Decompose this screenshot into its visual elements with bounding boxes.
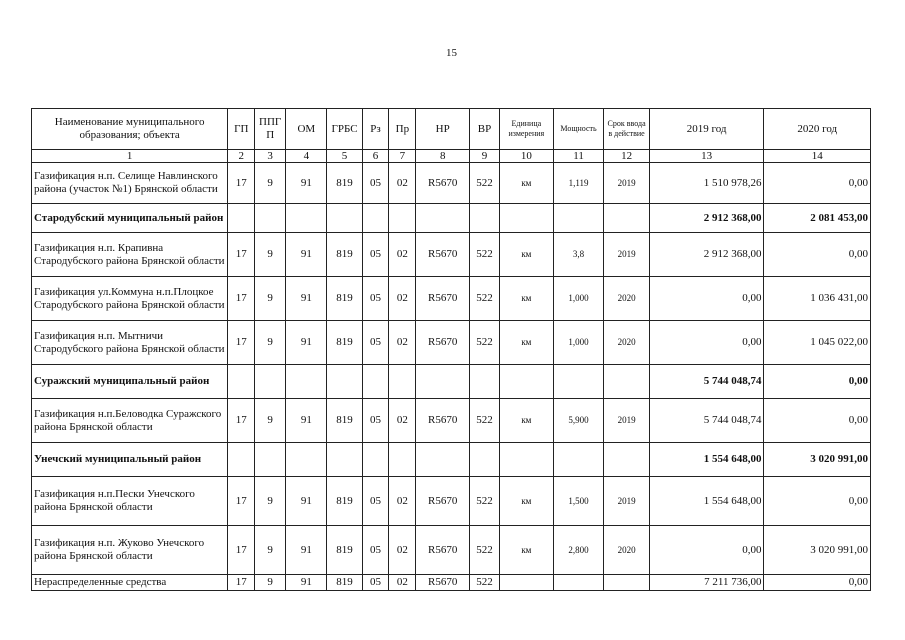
col-num: 3 (255, 150, 286, 163)
table-row (32, 399, 871, 443)
cell-y2020: 0,00 (764, 365, 871, 399)
cell-gp (228, 443, 255, 477)
cell-term: 2019 (604, 399, 649, 443)
cell-gp: 17 (228, 277, 255, 321)
cell-grbs: 819 (327, 233, 362, 277)
group-row (32, 365, 871, 399)
cell-power (553, 204, 604, 233)
cell-om: 91 (286, 526, 327, 575)
cell-y2020: 0,00 (764, 575, 871, 591)
header-rz: Рз (362, 109, 389, 150)
cell-nr: R5670 (416, 163, 470, 204)
cell-unit: км (500, 163, 554, 204)
cell-pr: 02 (389, 321, 416, 365)
col-num: 11 (553, 150, 604, 163)
col-num: 5 (327, 150, 362, 163)
cell-ppgp (255, 443, 286, 477)
col-num: 2 (228, 150, 255, 163)
cell-nr: R5670 (416, 575, 470, 591)
cell-power (553, 575, 604, 591)
cell-gp: 17 (228, 399, 255, 443)
col-num: 6 (362, 150, 389, 163)
cell-power (553, 443, 604, 477)
cell-term (604, 365, 649, 399)
cell-name: Газификация н.п. Жуково Унечского района Брянской области (32, 526, 228, 575)
cell-gp (228, 204, 255, 233)
cell-y2020: 3 020 991,00 (764, 443, 871, 477)
cell-nr: R5670 (416, 526, 470, 575)
cell-vr: 522 (470, 277, 500, 321)
cell-power: 1,500 (553, 477, 604, 526)
budget-table (31, 108, 871, 591)
col-num: 4 (286, 150, 327, 163)
cell-term: 2019 (604, 163, 649, 204)
cell-om (286, 365, 327, 399)
cell-pr: 02 (389, 277, 416, 321)
cell-name: Газификация н.п.Пески Унечского района Брянской области (32, 477, 228, 526)
cell-unit (500, 443, 554, 477)
cell-power: 5,900 (553, 399, 604, 443)
header-row (32, 109, 871, 150)
cell-nr (416, 204, 470, 233)
cell-vr: 522 (470, 321, 500, 365)
cell-ppgp: 9 (255, 321, 286, 365)
cell-name: Нераспределенные средства (32, 575, 228, 591)
cell-grbs (327, 204, 362, 233)
cell-rz: 05 (362, 233, 389, 277)
cell-ppgp: 9 (255, 477, 286, 526)
cell-y2020: 0,00 (764, 163, 871, 204)
cell-pr: 02 (389, 163, 416, 204)
cell-vr: 522 (470, 477, 500, 526)
col-num: 13 (649, 150, 764, 163)
cell-y2019: 7 211 736,00 (649, 575, 764, 591)
cell-y2020: 2 081 453,00 (764, 204, 871, 233)
table-row (32, 477, 871, 526)
col-num: 14 (764, 150, 871, 163)
cell-y2020: 1 036 431,00 (764, 277, 871, 321)
cell-nr: R5670 (416, 321, 470, 365)
col-num: 10 (500, 150, 554, 163)
cell-vr (470, 365, 500, 399)
cell-ppgp: 9 (255, 526, 286, 575)
cell-pr (389, 365, 416, 399)
cell-vr (470, 443, 500, 477)
cell-grbs: 819 (327, 163, 362, 204)
cell-ppgp (255, 365, 286, 399)
cell-rz: 05 (362, 575, 389, 591)
cell-grbs: 819 (327, 399, 362, 443)
cell-name: Газификация н.п. Селище Навлинского района (участок №1) Брянской области (32, 163, 228, 204)
cell-nr: R5670 (416, 477, 470, 526)
header-pr: Пр (389, 109, 416, 150)
cell-gp: 17 (228, 477, 255, 526)
group-row (32, 204, 871, 233)
cell-ppgp: 9 (255, 163, 286, 204)
col-num: 1 (32, 150, 228, 163)
cell-ppgp: 9 (255, 277, 286, 321)
cell-name: Суражский муниципальный район (32, 365, 228, 399)
cell-om: 91 (286, 477, 327, 526)
cell-pr (389, 204, 416, 233)
cell-nr: R5670 (416, 233, 470, 277)
cell-y2019: 0,00 (649, 277, 764, 321)
cell-y2019: 0,00 (649, 321, 764, 365)
cell-pr: 02 (389, 477, 416, 526)
cell-ppgp: 9 (255, 575, 286, 591)
cell-unit (500, 575, 554, 591)
cell-ppgp: 9 (255, 233, 286, 277)
cell-power: 1,119 (553, 163, 604, 204)
cell-ppgp: 9 (255, 399, 286, 443)
col-num: 8 (416, 150, 470, 163)
cell-unit: км (500, 321, 554, 365)
cell-term (604, 443, 649, 477)
cell-grbs: 819 (327, 526, 362, 575)
cell-term: 2019 (604, 477, 649, 526)
cell-unit: км (500, 233, 554, 277)
cell-om: 91 (286, 277, 327, 321)
cell-term (604, 204, 649, 233)
cell-grbs (327, 365, 362, 399)
header-power: Мощность (553, 109, 604, 150)
table-row (32, 163, 871, 204)
cell-nr: R5670 (416, 277, 470, 321)
cell-y2019: 2 912 368,00 (649, 204, 764, 233)
cell-power (553, 365, 604, 399)
header-ppgp: ППГ П (255, 109, 286, 150)
cell-pr: 02 (389, 233, 416, 277)
table-row (32, 277, 871, 321)
header-2019: 2019 год (649, 109, 764, 150)
cell-grbs: 819 (327, 321, 362, 365)
cell-rz (362, 365, 389, 399)
cell-gp: 17 (228, 233, 255, 277)
cell-y2020: 3 020 991,00 (764, 526, 871, 575)
header-2020: 2020 год (764, 109, 871, 150)
cell-vr: 522 (470, 233, 500, 277)
cell-name: Газификация н.п. Мытничи Стародубского района Брянской области (32, 321, 228, 365)
cell-term: 2019 (604, 233, 649, 277)
cell-power: 1,000 (553, 321, 604, 365)
cell-name: Газификация н.п. Крапивна Стародубского района Брянской области (32, 233, 228, 277)
cell-unit (500, 204, 554, 233)
cell-grbs: 819 (327, 277, 362, 321)
cell-name: Стародубский муниципальный район (32, 204, 228, 233)
cell-y2019: 1 554 648,00 (649, 443, 764, 477)
cell-name: Газификация ул.Коммуна н.п.Плоцкое Стародубского района Брянской области (32, 277, 228, 321)
cell-rz: 05 (362, 277, 389, 321)
cell-pr: 02 (389, 526, 416, 575)
col-num: 9 (470, 150, 500, 163)
cell-gp (228, 365, 255, 399)
cell-rz (362, 443, 389, 477)
cell-pr: 02 (389, 575, 416, 591)
cell-name: Унечский муниципальный район (32, 443, 228, 477)
cell-rz: 05 (362, 163, 389, 204)
cell-nr (416, 365, 470, 399)
cell-y2020: 0,00 (764, 477, 871, 526)
cell-unit: км (500, 526, 554, 575)
header-vr: ВР (470, 109, 500, 150)
cell-om: 91 (286, 233, 327, 277)
cell-term: 2020 (604, 526, 649, 575)
column-number-row (32, 150, 871, 163)
cell-power: 1,000 (553, 277, 604, 321)
cell-power: 3,8 (553, 233, 604, 277)
table-row (32, 575, 871, 591)
cell-unit (500, 365, 554, 399)
header-name: Наименование муниципального образования; объекта (32, 109, 228, 150)
cell-gp: 17 (228, 526, 255, 575)
cell-power: 2,800 (553, 526, 604, 575)
header-nr: НР (416, 109, 470, 150)
cell-gp: 17 (228, 163, 255, 204)
table-row (32, 321, 871, 365)
cell-term (604, 575, 649, 591)
group-row (32, 443, 871, 477)
cell-nr (416, 443, 470, 477)
header-term: Срок ввода в действие (604, 109, 649, 150)
cell-pr (389, 443, 416, 477)
cell-om: 91 (286, 575, 327, 591)
cell-y2019: 0,00 (649, 526, 764, 575)
col-num: 7 (389, 150, 416, 163)
cell-vr: 522 (470, 399, 500, 443)
cell-rz: 05 (362, 399, 389, 443)
cell-gp: 17 (228, 321, 255, 365)
cell-gp: 17 (228, 575, 255, 591)
cell-ppgp (255, 204, 286, 233)
cell-om (286, 443, 327, 477)
cell-om (286, 204, 327, 233)
header-unit: Единица измерения (500, 109, 554, 150)
cell-y2019: 1 510 978,26 (649, 163, 764, 204)
cell-om: 91 (286, 399, 327, 443)
header-gp: ГП (228, 109, 255, 150)
cell-y2019: 2 912 368,00 (649, 233, 764, 277)
cell-grbs (327, 443, 362, 477)
cell-unit: км (500, 477, 554, 526)
header-om: ОМ (286, 109, 327, 150)
cell-unit: км (500, 277, 554, 321)
cell-rz: 05 (362, 477, 389, 526)
cell-vr: 522 (470, 163, 500, 204)
table-row (32, 233, 871, 277)
cell-y2019: 5 744 048,74 (649, 365, 764, 399)
cell-y2020: 0,00 (764, 233, 871, 277)
cell-name: Газификация н.п.Беловодка Суражского района Брянской области (32, 399, 228, 443)
cell-unit: км (500, 399, 554, 443)
cell-pr: 02 (389, 399, 416, 443)
table-row (32, 526, 871, 575)
cell-vr: 522 (470, 575, 500, 591)
cell-nr: R5670 (416, 399, 470, 443)
cell-rz: 05 (362, 321, 389, 365)
cell-y2020: 1 045 022,00 (764, 321, 871, 365)
page-number: 15 (446, 47, 457, 59)
cell-y2019: 5 744 048,74 (649, 399, 764, 443)
cell-vr: 522 (470, 526, 500, 575)
cell-grbs: 819 (327, 575, 362, 591)
cell-y2019: 1 554 648,00 (649, 477, 764, 526)
cell-y2020: 0,00 (764, 399, 871, 443)
cell-term: 2020 (604, 321, 649, 365)
cell-grbs: 819 (327, 477, 362, 526)
cell-rz: 05 (362, 526, 389, 575)
cell-vr (470, 204, 500, 233)
cell-term: 2020 (604, 277, 649, 321)
cell-om: 91 (286, 163, 327, 204)
cell-om: 91 (286, 321, 327, 365)
cell-rz (362, 204, 389, 233)
col-num: 12 (604, 150, 649, 163)
header-grbs: ГРБС (327, 109, 362, 150)
